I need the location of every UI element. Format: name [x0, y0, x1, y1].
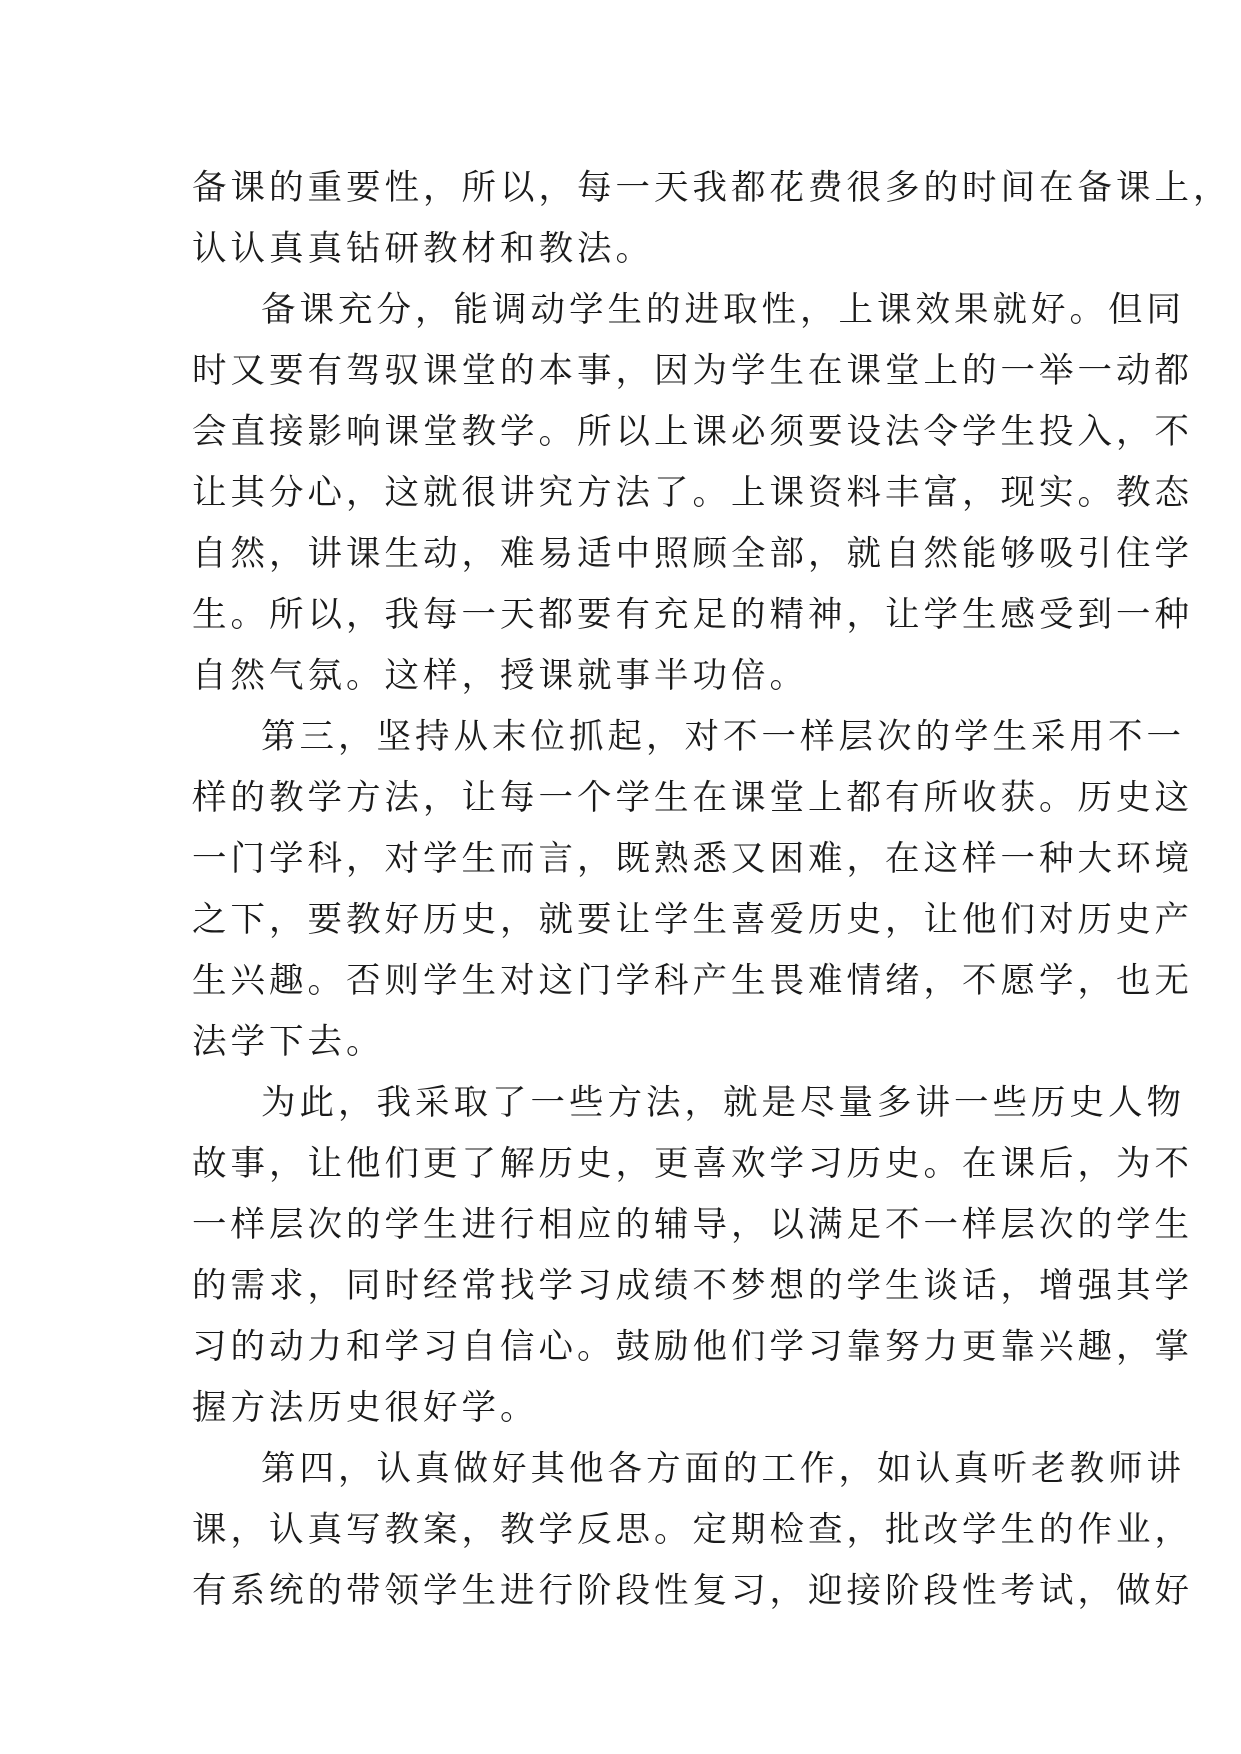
text-line: 备课充分，能调动学生的进取性，上课效果就好。但同 — [261, 290, 1185, 330]
text-line: 备课的重要性，所以，每一天我都花费很多的时间在备课上， — [192, 168, 1232, 208]
text-line: 认认真真钻研教材和教法。 — [192, 229, 654, 269]
text-line: 生兴趣。否则学生对这门学科产生畏难情绪，不愿学，也无 — [192, 961, 1193, 1001]
text-line: 一样层次的学生进行相应的辅导，以满足不一样层次的学生 — [192, 1205, 1193, 1245]
text-line: 自然，讲课生动，难易适中照顾全部，就自然能够吸引住学 — [192, 534, 1193, 574]
text-line: 为此，我采取了一些方法，就是尽量多讲一些历史人物 — [261, 1083, 1185, 1123]
paragraph — [192, 158, 1232, 280]
paragraph — [192, 707, 1193, 1073]
paragraph — [192, 1439, 1193, 1622]
text-line: 之下，要教好历史，就要让学生喜爱历史，让他们对历史产 — [192, 900, 1193, 940]
text-line: 第四，认真做好其他各方面的工作，如认真听老教师讲 — [261, 1449, 1185, 1489]
text-line: 第三，坚持从末位抓起，对不一样层次的学生采用不一 — [261, 717, 1185, 757]
text-line: 自然气氛。这样，授课就事半功倍。 — [192, 656, 808, 696]
text-line: 课，认真写教案，教学反思。定期检查，批改学生的作业， — [192, 1510, 1193, 1550]
text-line: 让其分心，这就很讲究方法了。上课资料丰富，现实。教态 — [192, 473, 1193, 513]
text-line: 的需求，同时经常找学习成绩不梦想的学生谈话，增强其学 — [192, 1266, 1193, 1306]
text-line: 生。所以，我每一天都要有充足的精神，让学生感受到一种 — [192, 595, 1193, 635]
text-line: 样的教学方法，让每一个学生在课堂上都有所收获。历史这 — [192, 778, 1193, 818]
text-line: 故事，让他们更了解历史，更喜欢学习历史。在课后，为不 — [192, 1144, 1193, 1184]
paragraph — [192, 280, 1193, 707]
text-line: 时又要有驾驭课堂的本事，因为学生在课堂上的一举一动都 — [192, 351, 1193, 391]
text-line: 会直接影响课堂教学。所以上课必须要设法令学生投入，不 — [192, 412, 1193, 452]
text-line: 有系统的带领学生进行阶段性复习，迎接阶段性考试，做好 — [192, 1571, 1193, 1611]
text-line: 法学下去。 — [192, 1022, 385, 1062]
document-body — [192, 158, 1232, 1622]
text-line: 握方法历史很好学。 — [192, 1388, 539, 1428]
text-line: 习的动力和学习自信心。鼓励他们学习靠努力更靠兴趣，掌 — [192, 1327, 1193, 1367]
paragraph — [192, 1073, 1193, 1439]
text-line: 一门学科，对学生而言，既熟悉又困难，在这样一种大环境 — [192, 839, 1193, 879]
